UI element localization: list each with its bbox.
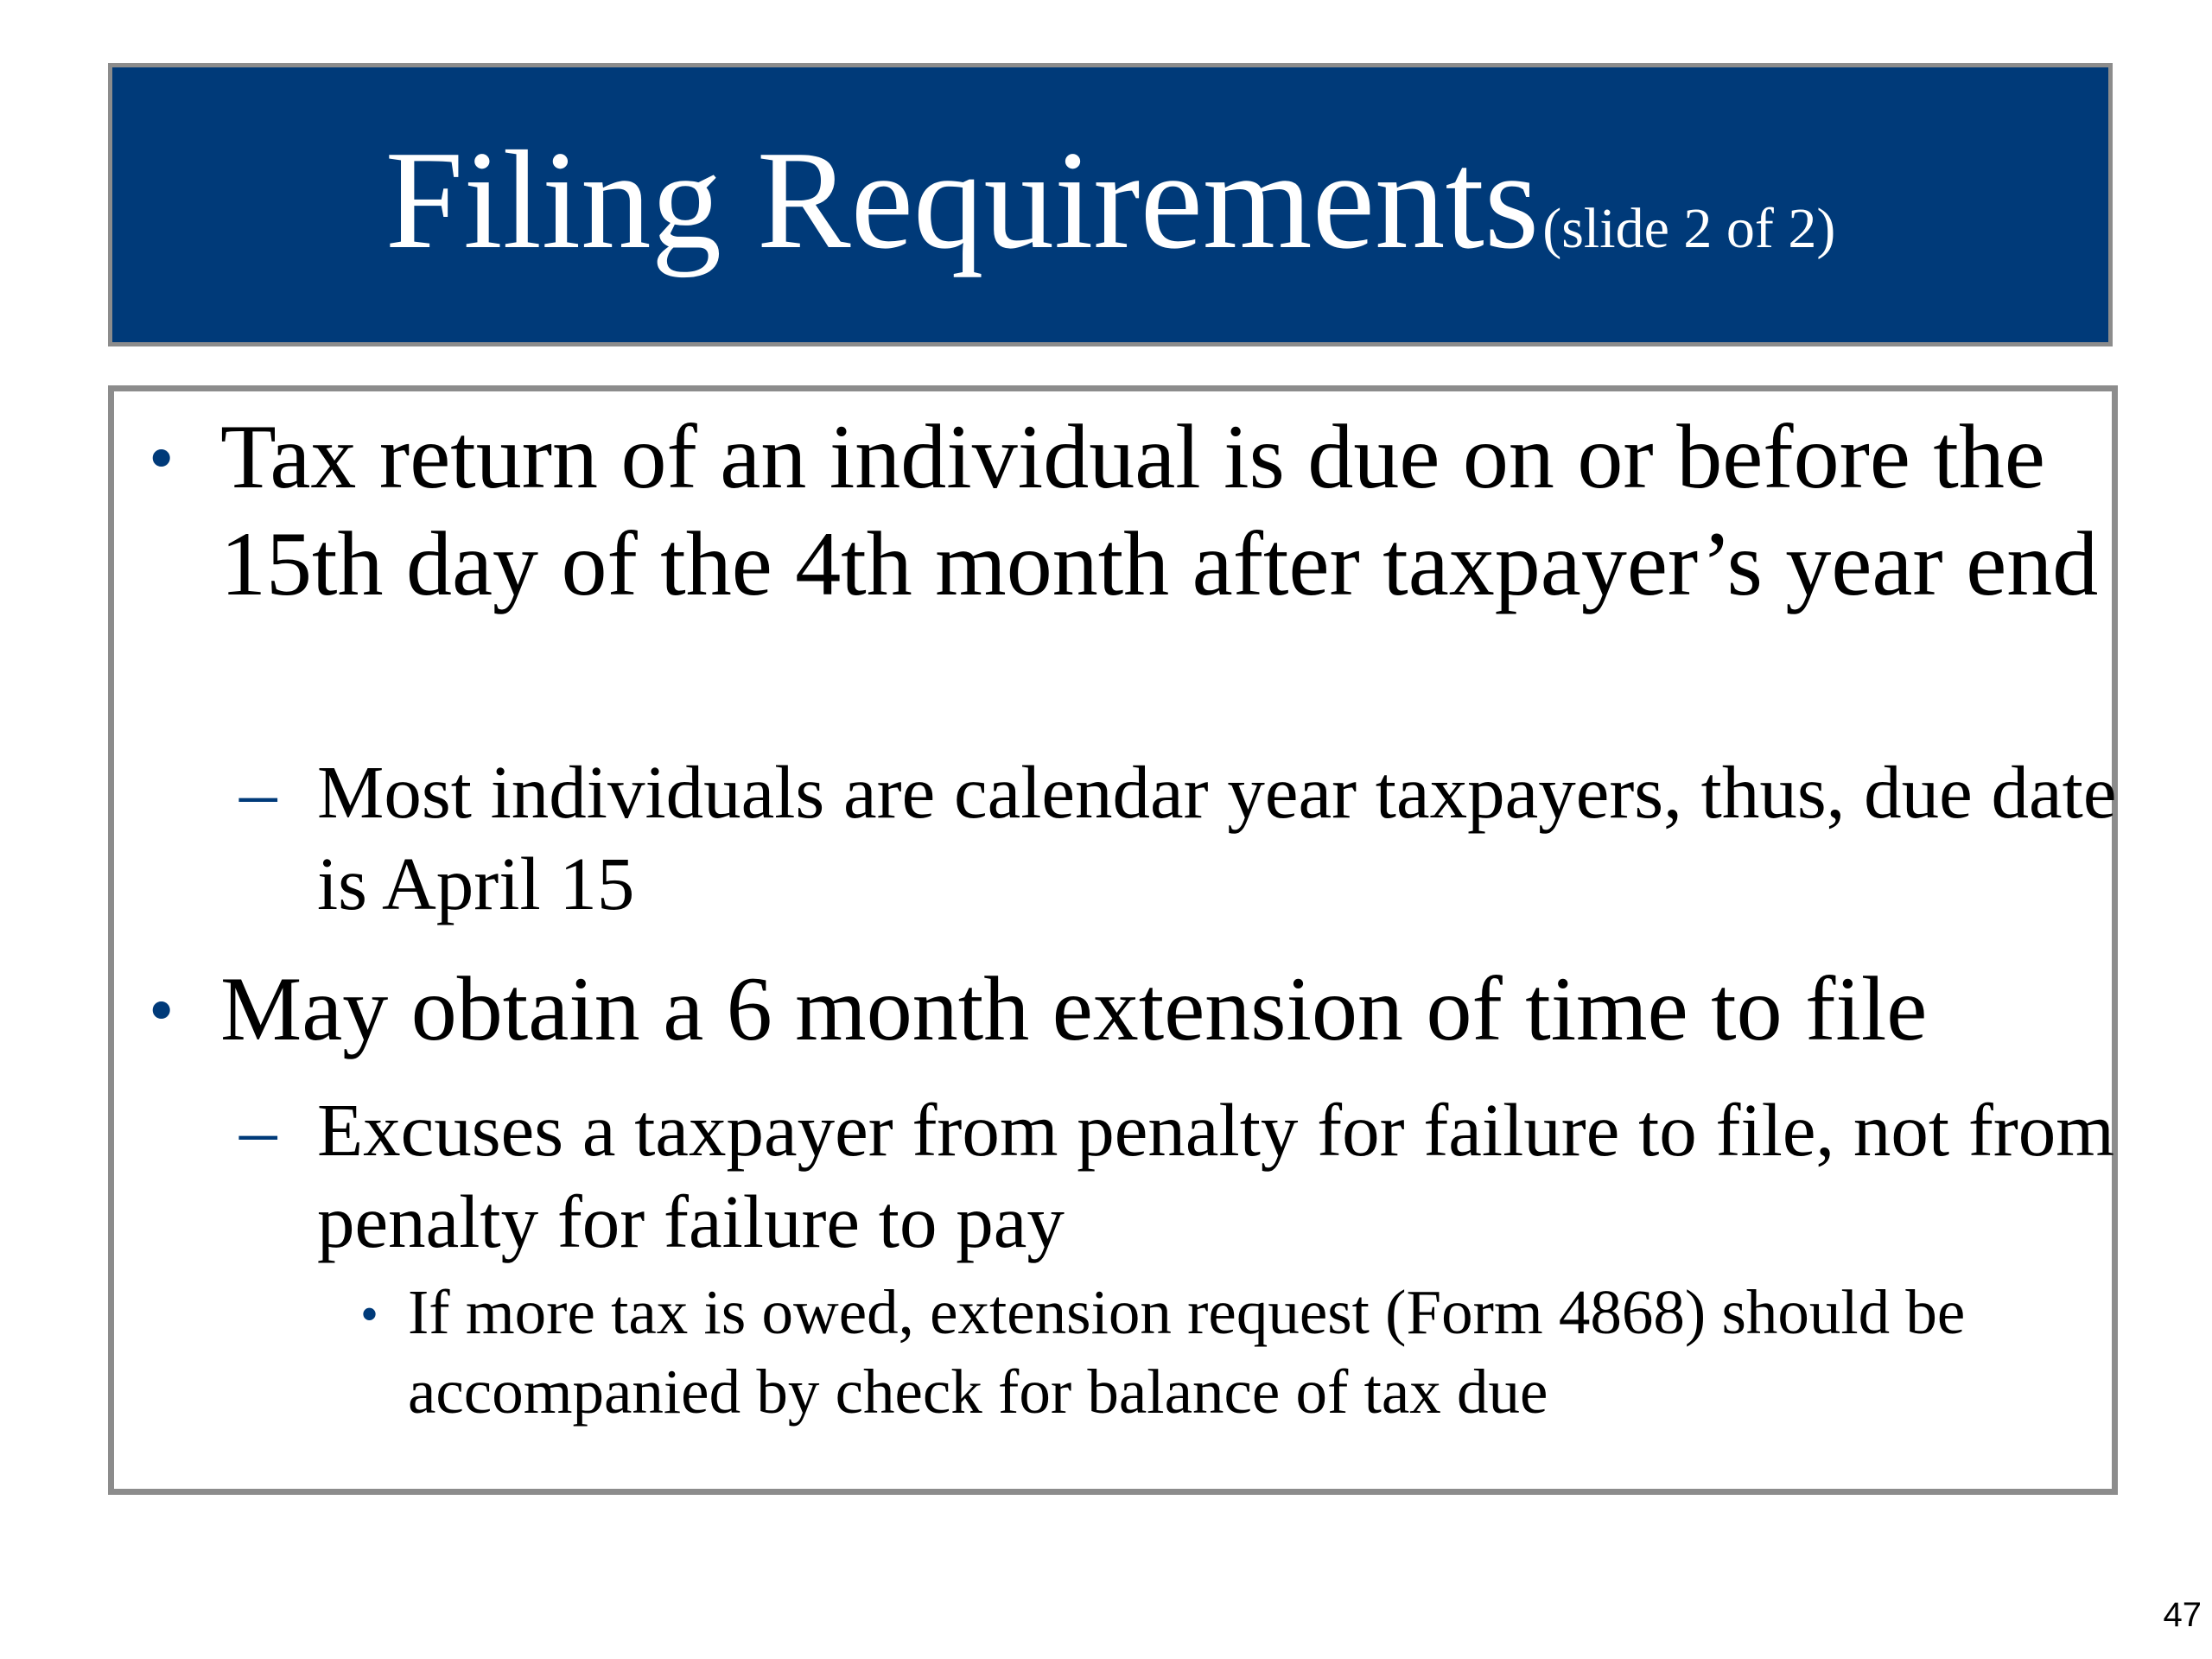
slide-number: 47: [2163, 1596, 2202, 1634]
sub-bullet-item: [239, 747, 2123, 930]
slide-title: Filing Requirements: [385, 122, 1540, 278]
bullet-marker: •: [360, 1286, 379, 1343]
slide-subtitle: (slide 2 of 2): [1542, 196, 1836, 260]
sub-sub-bullet-text: If more tax is owed, extension request (Form 4868) should be accompanied by check for balance of tax due: [408, 1277, 1966, 1427]
dash-marker: –: [239, 750, 277, 834]
content-box: [108, 385, 2118, 1495]
bullet-text: Tax return of an individual is due on or before the 15th day of the 4th month after taxpayer’s year end: [220, 406, 2099, 614]
bullet-marker: •: [149, 970, 175, 1051]
bullet-item: [140, 404, 2119, 618]
dash-marker: –: [239, 1088, 277, 1172]
sub-bullet-text: Excuses a taxpayer from penalty for failure to file, not from penalty for failure to pay: [317, 1088, 2114, 1263]
bullet-text: May obtain a 6 month extension of time to file: [220, 958, 1928, 1059]
sub-sub-bullet-item: [360, 1273, 2140, 1432]
bullet-marker: •: [149, 418, 175, 499]
bullet-item: [140, 956, 2119, 1063]
title-line: [385, 122, 1836, 278]
sub-bullet-item: [239, 1084, 2123, 1268]
sub-bullet-text: Most individuals are calendar year taxpayers, thus, due date is April 15: [317, 750, 2117, 925]
title-bar: [108, 63, 2113, 346]
